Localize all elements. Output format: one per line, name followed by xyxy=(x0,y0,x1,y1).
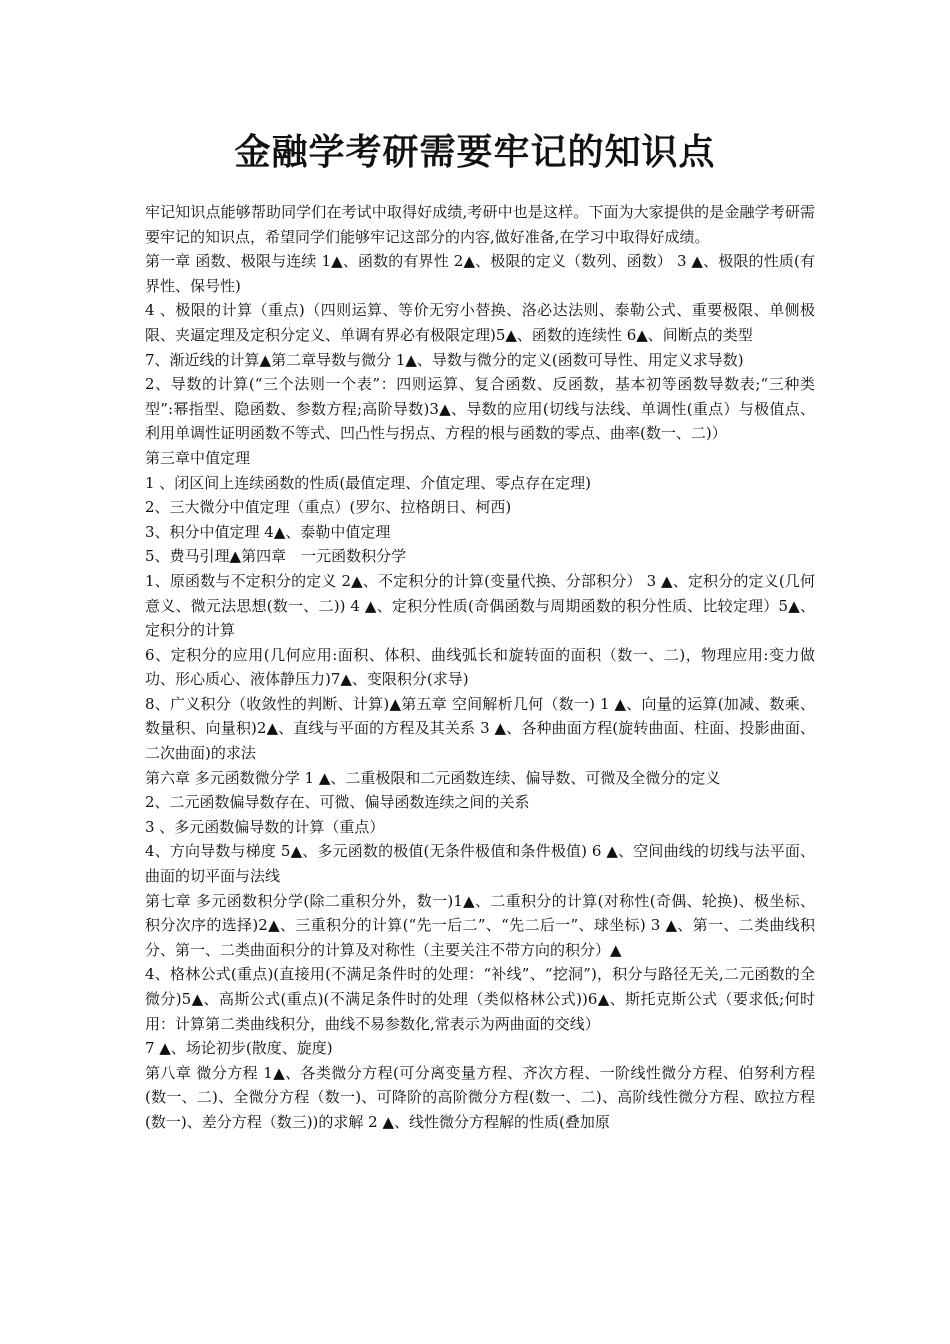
paragraph: 第三章中值定理 xyxy=(145,448,251,467)
paragraph: 第六章 多元函数微分学 1 ▲、二重极限和二元函数连续、偏导数、可微及全微分的定义 xyxy=(145,768,721,787)
paragraph: 3、积分中值定理 4▲、泰勒中值定理 xyxy=(145,522,391,541)
paragraph: 1 、闭区间上连续函数的性质(最值定理、介值定理、零点存在定理) xyxy=(145,473,592,492)
paragraph-intro: 牢记知识点能够帮助同学们在考试中取得好成绩,考研中也是这样。下面为大家提供的是金融学考研需要牢记的知识点，希望同学们能够牢记这部分的内容,做好准备,在学习中取得好成绩。 xyxy=(145,203,815,246)
paragraph: 2、二元函数偏导数存在、可微、偏导函数连续之间的关系 xyxy=(145,793,530,812)
paragraph: 1、原函数与不定积分的定义 2▲、不定积分的计算(变量代换、分部积分） 3 ▲、定积分的定义(几何意义、微元法思想(数一、二)) 4 ▲、定积分性质(奇偶函数与周期函数的积分性质、比较定理）5▲、定积分的计算 xyxy=(145,571,815,640)
paragraph: 7、渐近线的计算▲第二章导数与微分 1▲、导数与微分的定义(函数可导性、用定义求导数) xyxy=(145,350,744,369)
paragraph: 3 、多元函数偏导数的计算（重点） xyxy=(145,817,385,836)
paragraph: 第一章 函数、极限与连续 1▲、函数的有界性 2▲、极限的定义（数列、函数） 3 ▲、极限的性质(有界性、保号性) xyxy=(145,252,815,295)
paragraph: 4 、极限的计算（重点)（四则运算、等价无穷小替换、洛必达法则、泰勒公式、重要极限、单侧极限、夹逼定理及定积分定义、单调有界必有极限定理)5▲、函数的连续性 6▲、间断点的类型 xyxy=(145,301,815,344)
document-body xyxy=(145,200,815,1135)
paragraph: 2、三大微分中值定理（重点）(罗尔、拉格朗日、柯西) xyxy=(145,498,512,517)
paragraph: 4、格林公式(重点)(直接用(不满足条件时的处理：“补线”、“挖洞”)，积分与路径无关,二元函数的全微分)5▲、高斯公式(重点)(不满足条件时的处理（类似格林公式))6▲、斯托克斯公式（要求低;何时用：计算第二类曲线积分，曲线不易参数化,常表示为两曲面的交线） xyxy=(145,965,815,1033)
paragraph: 第八章 微分方程 1▲、各类微分方程(可分离变量方程、齐次方程、一阶线性微分方程、伯努利方程(数一、二)、全微分方程（数一)、可降阶的高阶微分方程(数一、二)、高阶线性微分方程、欧拉方程(数一)、差分方程（数三))的求解 2 ▲、线性微分方程解的性质(叠加原 xyxy=(145,1063,815,1131)
paragraph: 8、广义积分（收敛性的判断、计算)▲第五章 空间解析几何（数一) 1 ▲、向量的运算(加减、数乘、数量积、向量积)2▲、直线与平面的方程及其关系 3 ▲、各种曲面方程(旋转曲面、柱面、投影曲面、二次曲面)的求法 xyxy=(145,694,815,763)
paragraph: 7 ▲、场论初步(散度、旋度) xyxy=(145,1039,333,1058)
paragraph: 6、定积分的应用(几何应用:面积、体积、曲线弧长和旋转面的面积（数一、二)，物理应用:变力做功、形心质心、液体静压力)7▲、变限积分(求导) xyxy=(145,645,815,689)
document-title: 金融学考研需要牢记的知识点 xyxy=(234,131,716,173)
paragraph: 第七章 多元函数积分学(除二重积分外，数一)1▲、二重积分的计算(对称性(奇偶、轮换)、极坐标、积分次序的选择)2▲、三重积分的计算(“先一后二”、“先二后一”、球坐标) 3 ▲、第一、二类曲线积分、第一、二类曲面积分的计算及对称性（主要关注不带方向的积分）▲ xyxy=(145,891,815,959)
paragraph: 5、费马引理▲第四章 一元函数积分学 xyxy=(145,547,407,566)
paragraph: 2、导数的计算(“三个法则一个表”：四则运算、复合函数、反函数，基本初等函数导数表;“三种类型”:幂指型、隐函数、参数方程;高阶导数)3▲、导数的应用(切线与法线、单调性(重点）与极值点、利用单调性证明函数不等式、凹凸性与拐点、方程的根与函数的零点、曲率(数一、二)） xyxy=(145,375,815,443)
paragraph: 4、方向导数与梯度 5▲、多元函数的极值(无条件极值和条件极值) 6 ▲、空间曲线的切线与法平面、曲面的切平面与法线 xyxy=(145,842,815,886)
